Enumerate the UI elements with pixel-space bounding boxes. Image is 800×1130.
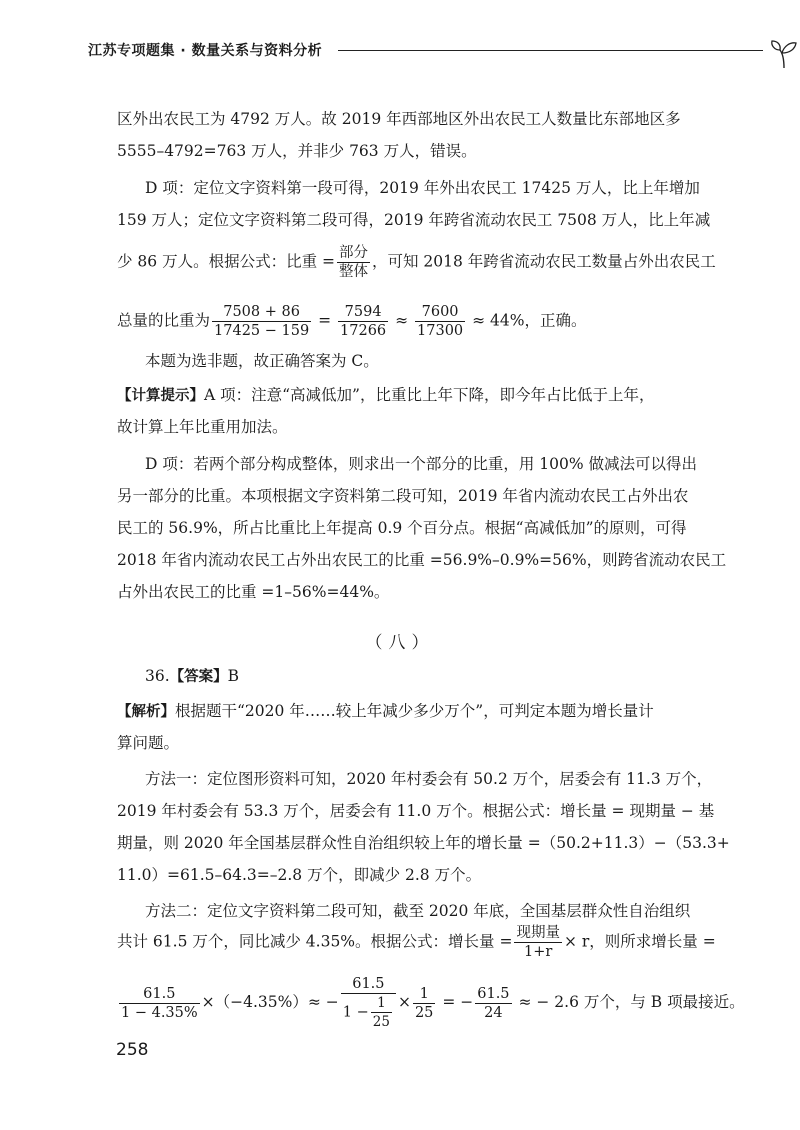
text-line: D 项：若两个部分构成整体，则求出一个部分的比重，用 100% 做减法可以得出 [145, 455, 698, 473]
fraction-numerator: 61.5 [119, 985, 200, 1004]
text-line: 11.0）=61.5–64.3=–2.8 万个，即减少 2.8 万个。 [117, 866, 482, 884]
text-line: 5555–4792=763 万人，并非少 763 万人，错误。 [117, 142, 477, 160]
header-title: 江苏专项题集 · 数量关系与资料分析 [88, 43, 323, 59]
fraction [415, 303, 465, 340]
fraction-numerator: 1 [371, 994, 392, 1013]
text-line: 期量，则 2020 年全国基层群众性自治组织较上年的增长量 =（50.2+11.3）−（53.3+ [117, 834, 730, 852]
page-header [88, 34, 728, 74]
fraction-numerator: 现期量 [516, 925, 560, 941]
text-span: 1 − [342, 1004, 369, 1021]
text-line: 本题为选非题，故正确答案为 C。 [145, 352, 379, 370]
text-line: 民工的 56.9%，所占比重比上年提高 0.9 个百分点。根据“高减低加”的原则，可得 [117, 519, 687, 537]
fraction-denominator: 17425 − 159 [214, 323, 310, 339]
text-line: 2019 年村委会有 53.3 万个，居委会有 11.0 万个。根据公式：增长量 = 现期量 − 基 [117, 802, 715, 820]
text-line: 区外出农民工为 4792 万人。故 2019 年西部地区外出农民工人数量比东部地区多 [117, 110, 681, 128]
fraction [338, 303, 388, 340]
fraction [212, 303, 311, 340]
text-span: × r，则所求增长量 = [563, 932, 716, 951]
text-span: ×（−4.35%）≈ − [201, 993, 339, 1011]
fraction-denominator: 24 [484, 1004, 503, 1021]
fraction-denominator: 17266 [340, 323, 387, 339]
fraction-part-over-whole [337, 244, 370, 281]
text-line: 另一部分的比重。本项根据文字资料第二段可知，2019 年省内流动农民工占外出农 [117, 487, 689, 505]
fraction-numerator: 7594 [338, 303, 388, 322]
fraction-numerator: 61.5 [477, 985, 510, 1002]
sprout-icon [768, 36, 800, 70]
text-line: 159 万人；定位文字资料第二段可得，2019 年跨省流动农民工 7508 万人，比上年减 [117, 211, 711, 229]
fraction-denominator: 整体 [339, 264, 368, 280]
answer-label: 【答案】 [169, 669, 228, 685]
text-span: = [313, 311, 337, 330]
formula-line [117, 975, 745, 1031]
formula-line [117, 244, 716, 281]
answer-value: B [227, 667, 240, 685]
question-number: 36. [145, 667, 170, 685]
header-rule [338, 50, 763, 51]
fraction-denominator: 1 − 4.35% [121, 1004, 198, 1021]
fraction-numerator: 部分 [339, 245, 368, 261]
text-line: 方法二：定位文字资料第二段可知，截至 2020 年底，全国基层群众性自治组织 [145, 902, 691, 920]
text-line: D 项：定位文字资料第一段可得，2019 年外出农民工 17425 万人，比上年增加 [145, 179, 700, 197]
hint-label: 【计算提示】 [117, 388, 204, 404]
fraction [475, 985, 511, 1022]
fraction-numerator: 61.5 [341, 975, 396, 994]
fraction [413, 985, 435, 1022]
text-span: 根据题干“2020 年……较上年减少多少万个”，可判定本题为增长量计 [175, 702, 654, 720]
fraction-numerator: 7600 [415, 303, 465, 322]
text-span: × [397, 993, 411, 1011]
formula-line [117, 303, 711, 340]
fraction-denominator: 25 [372, 1014, 390, 1030]
inner-fraction [371, 994, 392, 1031]
section-heading: （八） [365, 633, 435, 653]
text-line: 占外出农民工的比重 =1–56%=44%。 [117, 583, 390, 601]
fraction-numerator: 7508 + 86 [212, 303, 311, 322]
analysis-label: 【解析】 [117, 704, 175, 720]
text-span: ≈ − 2.6 万个，与 B 项最接近。 [513, 993, 745, 1011]
text-span: = − [437, 993, 474, 1011]
hint-line [117, 380, 711, 411]
analysis-line [117, 696, 711, 727]
text-span: 总量的比重为 [117, 311, 211, 330]
text-span: 共计 61.5 万个，同比减少 4.35%。根据公式：增长量 = [117, 932, 513, 951]
fraction [514, 924, 562, 961]
text-span: ≈ 44%，正确。 [467, 311, 587, 330]
text-line: 算问题。 [117, 734, 180, 752]
fraction-numerator: 1 [413, 985, 435, 1004]
fraction-denominator [341, 994, 396, 1031]
page-number: 258 [116, 1040, 149, 1060]
text-span: A 项：注意“高减低加”，比重比上年下降，即今年占比低于上年， [204, 386, 655, 404]
answer-line [145, 661, 711, 692]
text-span: ，可知 2018 年跨省流动农民工数量占外出农民工 [372, 252, 716, 271]
formula-line [117, 924, 716, 961]
fraction-denominator: 17300 [417, 323, 464, 339]
fraction-denominator: 25 [414, 1004, 434, 1021]
text-span: 少 86 万人。根据公式：比重 = [117, 252, 335, 271]
nested-fraction [341, 975, 396, 1031]
text-line: 2018 年省内流动农民工占外出农民工的比重 =56.9%–0.9%=56%，则跨省流动农民工 [117, 551, 727, 569]
text-line: 故计算上年比重用加法。 [117, 418, 288, 436]
fraction [119, 985, 200, 1022]
text-line: 方法一：定位图形资料可知，2020 年村委会有 50.2 万个，居委会有 11.3 万个， [145, 770, 713, 788]
fraction-denominator: 1+r [524, 944, 553, 960]
text-span: ≈ [390, 311, 414, 330]
